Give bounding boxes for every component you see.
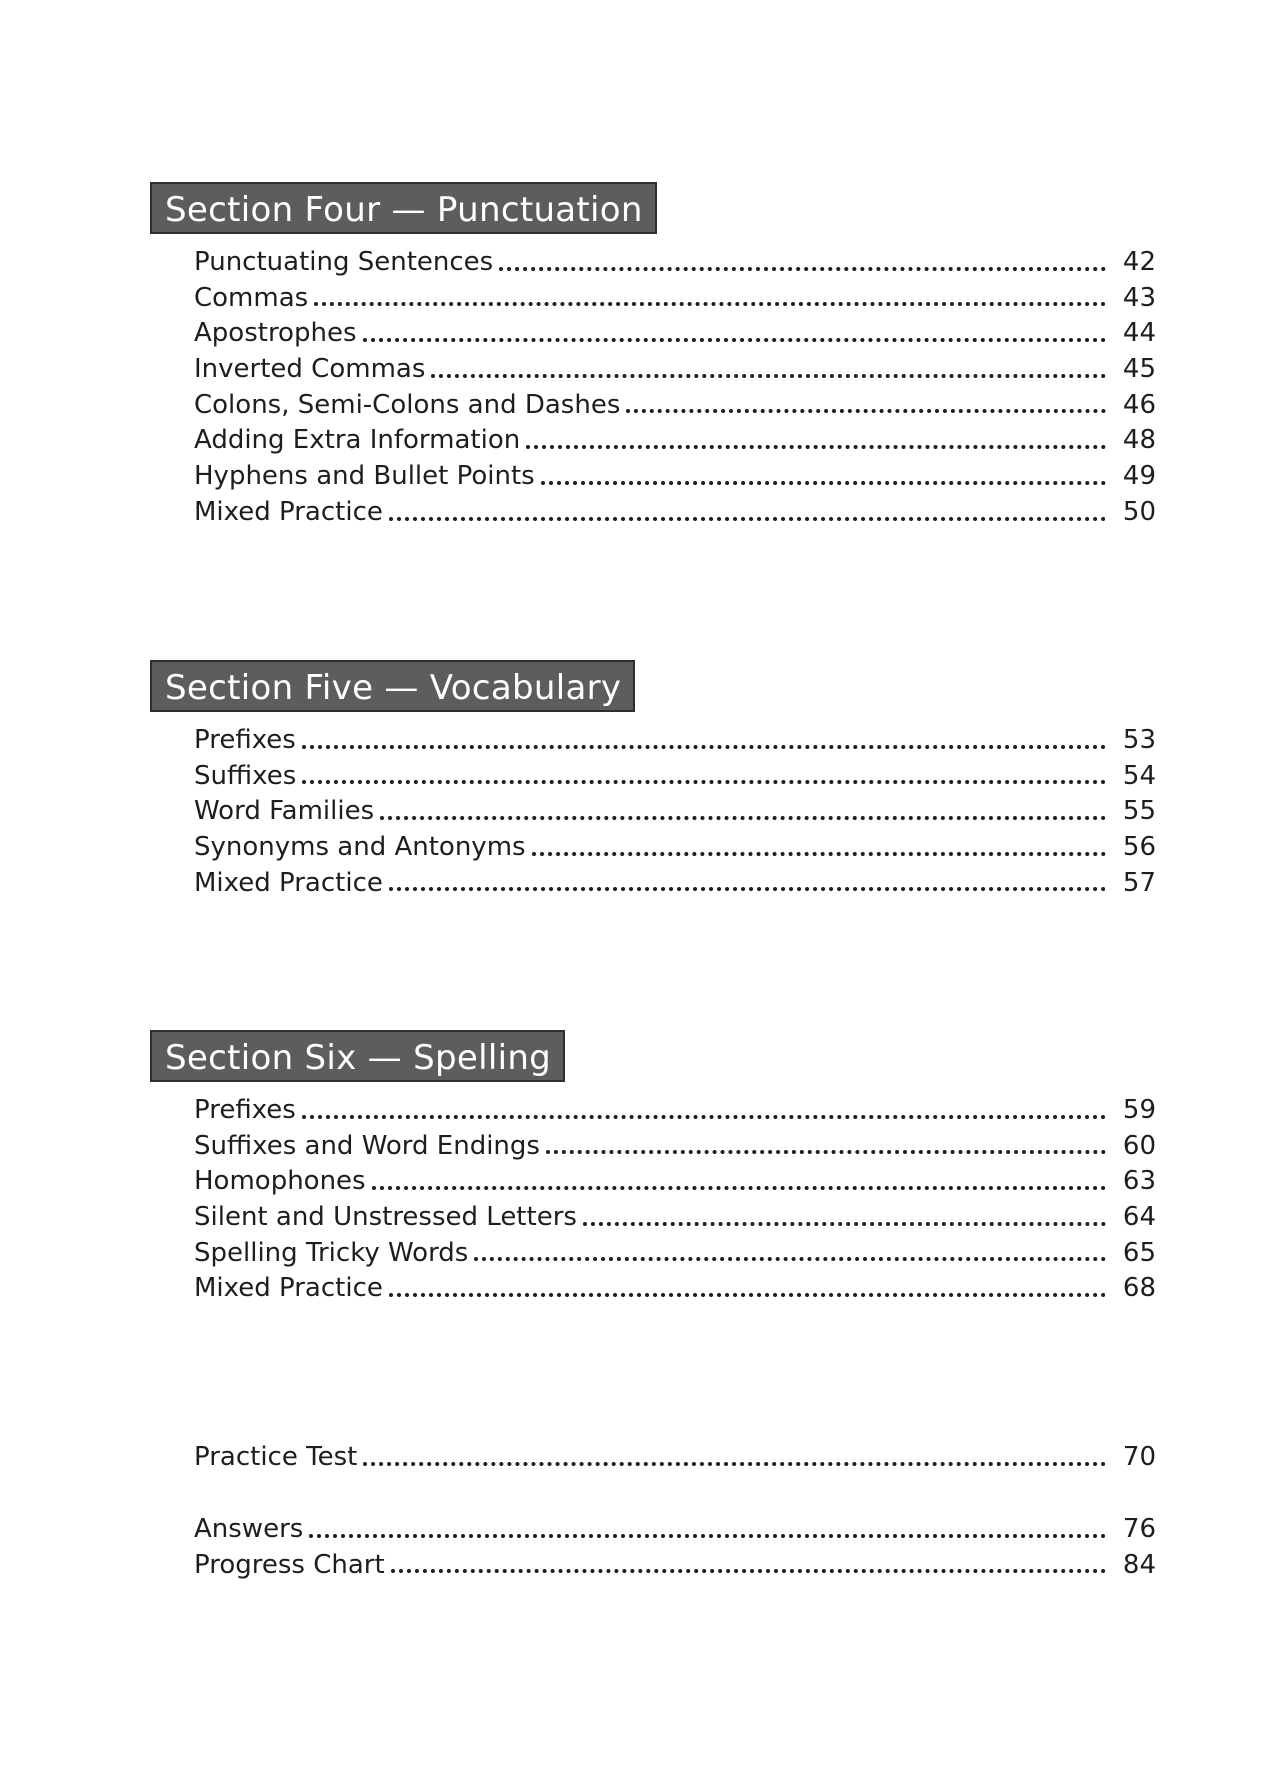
dot-leader [626, 388, 1110, 424]
toc-entry[interactable] [194, 1093, 1156, 1129]
toc-entry-label: Answers [194, 1514, 304, 1544]
toc-entry-label: Punctuating Sentences [194, 247, 494, 277]
toc-list [194, 723, 1156, 901]
toc-entry[interactable] [194, 388, 1156, 424]
toc-entry-page: 55 [1122, 796, 1156, 827]
dot-leader [363, 316, 1111, 352]
toc-entry-label: Practice Test [194, 1442, 358, 1472]
dot-leader [389, 866, 1110, 902]
toc-entry-page: 65 [1122, 1237, 1156, 1268]
toc-entry-page: 63 [1122, 1166, 1156, 1197]
toc-entry-label: Prefixes [194, 1095, 296, 1125]
toc-list [194, 245, 1156, 531]
toc-entry[interactable] [194, 423, 1156, 459]
toc-entry-page: 56 [1122, 832, 1156, 863]
toc-entry[interactable] [194, 1164, 1156, 1200]
dot-leader [309, 1512, 1110, 1548]
dot-leader [526, 423, 1110, 459]
toc-entry-page: 60 [1122, 1130, 1156, 1161]
toc-entry-page: 48 [1122, 425, 1156, 456]
dot-leader [302, 759, 1110, 795]
section-header: Section Six — Spelling [150, 1030, 565, 1082]
toc-entry[interactable] [194, 495, 1156, 531]
toc-entry-label: Progress Chart [194, 1549, 385, 1580]
toc-entry-label: Mixed Practice [194, 496, 383, 527]
toc-entry-page: 68 [1122, 1273, 1156, 1304]
toc-entry[interactable] [194, 352, 1156, 388]
toc-entry-page: 57 [1122, 867, 1156, 898]
dot-leader [474, 1236, 1110, 1272]
toc-entry-label: Prefixes [194, 725, 296, 755]
dot-leader [380, 794, 1110, 830]
toc-entry-answers[interactable] [194, 1512, 1156, 1548]
toc-entry-page: 49 [1122, 461, 1156, 492]
toc-entry-label: Apostrophes [194, 318, 357, 349]
toc-entry-label: Homophones [194, 1166, 366, 1197]
toc-entry[interactable] [194, 245, 1156, 281]
toc-entry-label: Suffixes and Word Endings [194, 1130, 540, 1161]
toc-entry-label: Commas [194, 282, 309, 313]
dot-leader [302, 1093, 1110, 1129]
dot-leader [391, 1548, 1110, 1584]
toc-entry-page: 54 [1122, 760, 1156, 791]
toc-entry-label: Silent and Unstressed Letters [194, 1202, 577, 1233]
toc-entry-label: Mixed Practice [194, 867, 383, 898]
toc-entry[interactable] [194, 759, 1156, 795]
toc-entry[interactable] [194, 1236, 1156, 1272]
toc-list [194, 1093, 1156, 1307]
toc-entry-page: 50 [1122, 496, 1156, 527]
dot-leader [372, 1164, 1110, 1200]
toc-entry-page: 45 [1122, 354, 1156, 385]
toc-entry-label: Spelling Tricky Words [194, 1237, 469, 1268]
dot-leader [499, 245, 1110, 281]
toc-entry[interactable] [194, 723, 1156, 759]
dot-leader [314, 281, 1110, 317]
toc-extras [194, 1440, 1156, 1476]
toc-entry-page: 43 [1122, 282, 1156, 313]
toc-entry[interactable] [194, 281, 1156, 317]
toc-entry[interactable] [194, 316, 1156, 352]
dot-leader [532, 830, 1110, 866]
toc-entry[interactable] [194, 1129, 1156, 1165]
toc-entry-page: 46 [1122, 389, 1156, 420]
toc-entry[interactable] [194, 459, 1156, 495]
toc-entry-page: 76 [1122, 1514, 1156, 1544]
toc-entry-label: Adding Extra Information [194, 425, 521, 456]
dot-leader [541, 459, 1110, 495]
toc-entry-page: 84 [1122, 1549, 1156, 1580]
toc-entry-page: 64 [1122, 1202, 1156, 1233]
toc-entry-page: 59 [1122, 1095, 1156, 1125]
section-header: Section Five — Vocabulary [150, 660, 635, 712]
toc-entry[interactable] [194, 866, 1156, 902]
toc-entry-page: 70 [1122, 1442, 1156, 1472]
dot-leader [583, 1200, 1110, 1236]
toc-entry-label: Synonyms and Antonyms [194, 832, 526, 863]
toc-extras [194, 1512, 1156, 1583]
dot-leader [546, 1129, 1110, 1165]
toc-entry-label: Colons, Semi-Colons and Dashes [194, 389, 621, 420]
toc-entry-label: Word Families [194, 796, 375, 827]
toc-entry-label: Mixed Practice [194, 1273, 383, 1304]
toc-entry-label: Inverted Commas [194, 354, 426, 385]
dot-leader [431, 352, 1110, 388]
toc-entry-page: 44 [1122, 318, 1156, 349]
dot-leader [302, 723, 1110, 759]
toc-entry[interactable] [194, 1200, 1156, 1236]
toc-entry-progress-chart[interactable] [194, 1548, 1156, 1584]
toc-entry-label: Hyphens and Bullet Points [194, 461, 535, 492]
dot-leader [389, 1271, 1110, 1307]
toc-entry-page: 53 [1122, 725, 1156, 755]
toc-entry[interactable] [194, 1271, 1156, 1307]
toc-entry-page: 42 [1122, 247, 1156, 277]
dot-leader [389, 495, 1110, 531]
toc-entry-label: Suffixes [194, 760, 297, 791]
toc-entry[interactable] [194, 794, 1156, 830]
dot-leader [363, 1440, 1110, 1476]
section-header: Section Four — Punctuation [150, 182, 657, 234]
toc-entry[interactable] [194, 830, 1156, 866]
toc-entry-practice-test[interactable] [194, 1440, 1156, 1476]
